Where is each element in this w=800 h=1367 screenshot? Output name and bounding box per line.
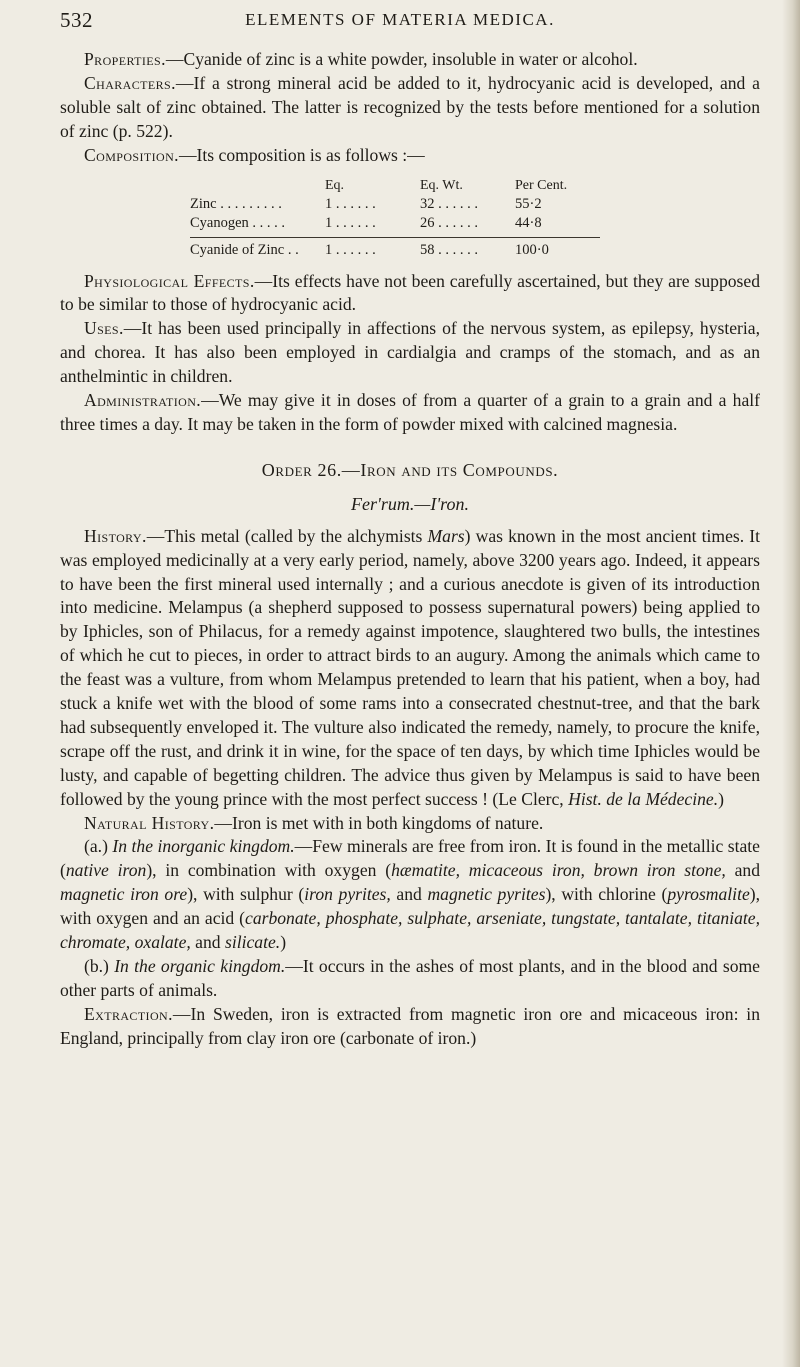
natural-history-paragraph bbox=[60, 812, 760, 836]
running-head: ELEMENTS OF MATERIA MEDICA. bbox=[245, 10, 555, 29]
table-header-cell bbox=[190, 176, 325, 195]
page-header bbox=[60, 8, 740, 38]
table-total-row bbox=[190, 241, 600, 260]
organic-text: —It occurs in the ashes of most plants, and in the blood and some other parts of animals. bbox=[60, 956, 760, 1000]
history-text: —This metal (called by the alchymists bbox=[146, 525, 428, 546]
natural-history-heading: Natural History. bbox=[84, 812, 215, 833]
page-body bbox=[60, 48, 760, 1051]
inorganic-title: In the inorganic kingdom. bbox=[112, 836, 295, 857]
table-cell: 58 . . . . . . bbox=[420, 241, 478, 258]
characters-text: —If a strong mineral acid be added to it, hydrocyanic acid is developed, and a soluble salt of zinc obtained. The latter is recognized by the tests before mentioned for a solution of zinc (p. 522). bbox=[60, 72, 760, 141]
history-text: ) bbox=[718, 788, 724, 809]
inorganic-text: and bbox=[390, 884, 428, 905]
table-header-cell: Eq. Wt. bbox=[420, 177, 463, 193]
extraction-heading: Extraction. bbox=[84, 1003, 173, 1024]
extraction-text: —In Sweden, iron is extracted from magnetic iron ore and micaceous iron: in England, principally from clay iron ore (carbonate of iron.) bbox=[60, 1003, 760, 1048]
inorganic-text: and bbox=[725, 860, 760, 881]
inorganic-text: ), with chlorine ( bbox=[545, 884, 668, 905]
administration-text: —We may give it in doses of from a quarter of a grain to a grain and a half three times a day. It may be taken in the form of powder mixed with calcined magnesia. bbox=[60, 390, 760, 434]
inorganic-text: ), with oxygen and an acid ( bbox=[60, 884, 761, 929]
table-header-cell: Per Cent. bbox=[515, 177, 568, 193]
table-cell: Cyanogen . . . . . bbox=[190, 214, 286, 231]
administration-paragraph bbox=[60, 389, 760, 437]
table-cell: 100·0 bbox=[515, 241, 549, 258]
table-header-cell: Eq. bbox=[325, 177, 345, 193]
uses-text: —It has been used principally in affections of the nervous system, as epilepsy, hysteria, and chorea. It has also been employed in cardialgia and cramps of the stomach, and as an anthelmintic in children. bbox=[60, 318, 760, 387]
item-label: (b.) bbox=[84, 956, 115, 976]
extraction-paragraph bbox=[60, 1003, 760, 1051]
organic-title: In the organic kingdom. bbox=[114, 956, 286, 976]
characters-paragraph bbox=[60, 72, 760, 144]
latin-name: Fer'rum.—I'ron. bbox=[350, 493, 470, 514]
inorganic-text: ), with sulphur ( bbox=[187, 884, 305, 905]
italic-term: carbonate, phosphate, sulphate, arseniate, tungstate, tantalate, titaniate, chromate, oxalate, bbox=[60, 908, 760, 953]
composition-paragraph bbox=[60, 144, 760, 168]
history-paragraph bbox=[60, 525, 760, 812]
inorganic-paragraph bbox=[60, 835, 760, 955]
physiological-heading: Physiological Effects. bbox=[84, 270, 255, 291]
italic-term: hæmatite, micaceous iron, brown iron stone, bbox=[391, 860, 726, 881]
administration-heading: Administration. bbox=[84, 390, 202, 411]
properties-text: —Cyanide of zinc is a white powder, insoluble in water or alcohol. bbox=[165, 49, 638, 69]
table-cell: 44·8 bbox=[515, 214, 542, 231]
physiological-paragraph bbox=[60, 270, 760, 318]
table-cell: Zinc . . . . . . . . . bbox=[190, 195, 282, 212]
italic-term: magnetic pyrites bbox=[427, 884, 546, 905]
inorganic-text: —Few minerals are free from iron. It is found in the metallic state ( bbox=[60, 836, 760, 881]
item-label: (a.) bbox=[84, 836, 113, 857]
table-cell: 1 . . . . . . bbox=[325, 214, 376, 231]
italic-term: iron pyrites, bbox=[304, 884, 391, 905]
composition-table bbox=[190, 176, 600, 260]
inorganic-text: ), in combination with oxygen ( bbox=[146, 860, 392, 881]
characters-heading: Characters. bbox=[84, 72, 176, 93]
table-cell: 1 . . . . . . bbox=[325, 241, 376, 258]
page-edge-shadow bbox=[782, 0, 800, 1367]
composition-heading: Composition. bbox=[84, 144, 179, 165]
composition-text: —Its composition is as follows :— bbox=[178, 144, 425, 165]
properties-paragraph bbox=[60, 48, 760, 72]
table-cell: Cyanide of Zinc . . bbox=[190, 241, 299, 258]
table-cell: 55·2 bbox=[515, 195, 542, 212]
order-heading: Order 26.—Iron and its Compounds. bbox=[261, 459, 559, 480]
table-cell: 26 . . . . . . bbox=[420, 214, 478, 231]
composition-table-header bbox=[190, 176, 600, 195]
page-number: 532 bbox=[60, 8, 93, 32]
uses-paragraph bbox=[60, 317, 760, 389]
physiological-text: —Its effects have not been carefully ascertained, but they are supposed to be similar to those of hydrocyanic acid. bbox=[60, 270, 760, 315]
citation: Hist. de la Médecine. bbox=[568, 788, 719, 809]
table-row bbox=[190, 214, 600, 233]
inorganic-text: and bbox=[190, 932, 225, 953]
italic-term: magnetic iron ore bbox=[60, 884, 188, 905]
history-text: ) was known in the most ancient times. It was employed medicinally at a very early period, namely, above 3200 years ago. Indeed, it appears to have been the first mineral used internally ; and a curious anecdote is given of its introduction into medicine. Melampus (a shepherd supposed to possess supernatural powers) being applied to by Iphicles, son of Philacus, for a remedy against impotence, slaughtered two bulls, the intestines of which he cut to pieces, in order to attract birds to an augury. Among the animals which came to the feast was a vulture, from whom Melampus pretended to learn that his patient, when a boy, had stuck a knife wet with the blood of some rams into a consecrated chestnut-tree, and that the bark had subsequently enveloped it. The vulture also indicated the remedy, namely, to procure the knife, scrape off the rust, and drink it in wine, for the space of ten days, by which time Iphicles would be lusty, and capable of begetting children. The advice thus given by Melampus is said to have been followed by the young prince with the most perfect success ! (Le Clerc, bbox=[60, 525, 760, 809]
alchemy-name: Mars bbox=[427, 525, 465, 546]
italic-term: silicate. bbox=[224, 932, 281, 953]
natural-history-text: —Iron is met with in both kingdoms of nature. bbox=[214, 812, 544, 833]
italic-term: pyrosmalite bbox=[667, 884, 750, 905]
inorganic-text: ) bbox=[280, 932, 287, 953]
table-cell: 1 . . . . . . bbox=[325, 195, 376, 212]
table-rule bbox=[190, 237, 600, 238]
table-row bbox=[190, 195, 600, 214]
properties-heading: Properties. bbox=[84, 49, 166, 69]
organic-paragraph bbox=[60, 955, 760, 1003]
table-cell: 32 . . . . . . bbox=[420, 195, 478, 212]
uses-heading: Uses. bbox=[84, 318, 124, 339]
history-heading: History. bbox=[84, 525, 147, 546]
italic-term: native iron bbox=[65, 860, 147, 881]
